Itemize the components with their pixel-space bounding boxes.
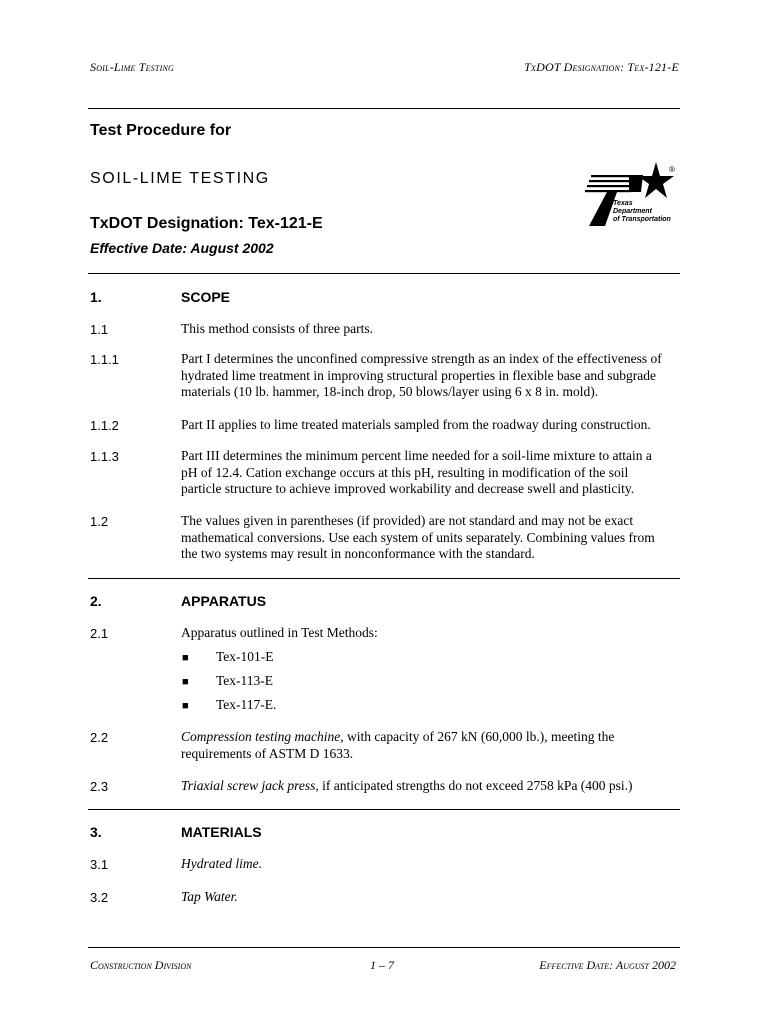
section-title-apparatus: APPARATUS [181, 593, 267, 609]
item-text: The values given in parentheses (if provided) are not standard and may not be exact mathematical conversions. Use each system of units separately. Combining values from the two systems may result in nonconformance with the standard. [181, 513, 655, 562]
section-title-materials: MATERIALS [181, 824, 262, 840]
item-number: 2.2 [90, 730, 109, 745]
item-text: Part II applies to lime treated materials sampled from the roadway during construction. [181, 417, 651, 432]
item-text: Hydrated lime. [181, 856, 262, 871]
item-text: Part I determines the unconfined compressive strength as an index of the effectiveness of hydrated lime treatment in improving structural properties in flexible base and subgrade materials (10 lb. hammer, 18-inch drop, 50 blows/layer using 6 x 8 in. mold). [181, 351, 662, 400]
footer-rule [88, 947, 680, 948]
section-number-materials: 3. [90, 824, 102, 840]
page-number: 1 – 7 [370, 958, 394, 972]
item-text: Apparatus outlined in Test Methods: [181, 625, 378, 640]
running-header-left: Soil-Lime Testing [90, 60, 174, 74]
page-title: SOIL-LIME TESTING [90, 170, 270, 187]
item-text: Compression testing machine, with capacity of 267 kN (60,000 lb.), meeting the requirements of ASTM D 1633. [181, 729, 615, 761]
item-text: Part III determines the minimum percent lime needed for a soil-lime mixture to attain a pH of 12.4. Cation exchange occurs at this pH, resulting in modification of the soil particle structure to achieve improved workability and decrease swell and plasticity. [181, 448, 652, 497]
item-number: 2.3 [90, 779, 109, 794]
logo-caption: Texas Department of Transportation [613, 200, 671, 223]
item-text: Triaxial screw jack press, if anticipated strengths do not exceed 2758 kPa (400 psi.) [181, 778, 633, 793]
item-number: 3.2 [90, 890, 109, 905]
section-rule [88, 578, 680, 579]
designation: TxDOT Designation: Tex-121-E [90, 215, 323, 232]
bullet-icon: ■ [182, 700, 189, 712]
effective-date: Effective Date: August 2002 [90, 240, 274, 256]
footer-right: Effective Date: August 2002 [539, 958, 676, 972]
list-item: Tex-117-E. [216, 697, 277, 712]
item-number: 2.1 [90, 626, 109, 641]
section-number-apparatus: 2. [90, 593, 102, 609]
header-rule [88, 108, 680, 109]
list-item: Tex-113-E [216, 673, 274, 688]
item-number: 1.1.2 [90, 418, 119, 433]
item-text: This method consists of three parts. [181, 321, 373, 336]
bullet-icon: ■ [182, 652, 189, 664]
registered-mark: ® [669, 165, 675, 174]
list-item: Tex-101-E [216, 649, 274, 664]
item-number: 1.1.1 [90, 352, 119, 367]
item-text: Tap Water. [181, 889, 238, 904]
section-rule [88, 809, 680, 810]
section-title-scope: SCOPE [181, 289, 231, 305]
item-number: 1.1 [90, 322, 109, 337]
item-number: 1.1.3 [90, 449, 119, 464]
item-number: 3.1 [90, 857, 109, 872]
running-header-right: TxDOT Designation: Tex-121-E [524, 60, 679, 74]
test-procedure-label: Test Procedure for [90, 122, 232, 139]
footer-left: Construction Division [90, 958, 192, 972]
item-number: 1.2 [90, 514, 109, 529]
section-number-scope: 1. [90, 289, 102, 305]
title-rule [88, 273, 680, 274]
bullet-icon: ■ [182, 676, 189, 688]
